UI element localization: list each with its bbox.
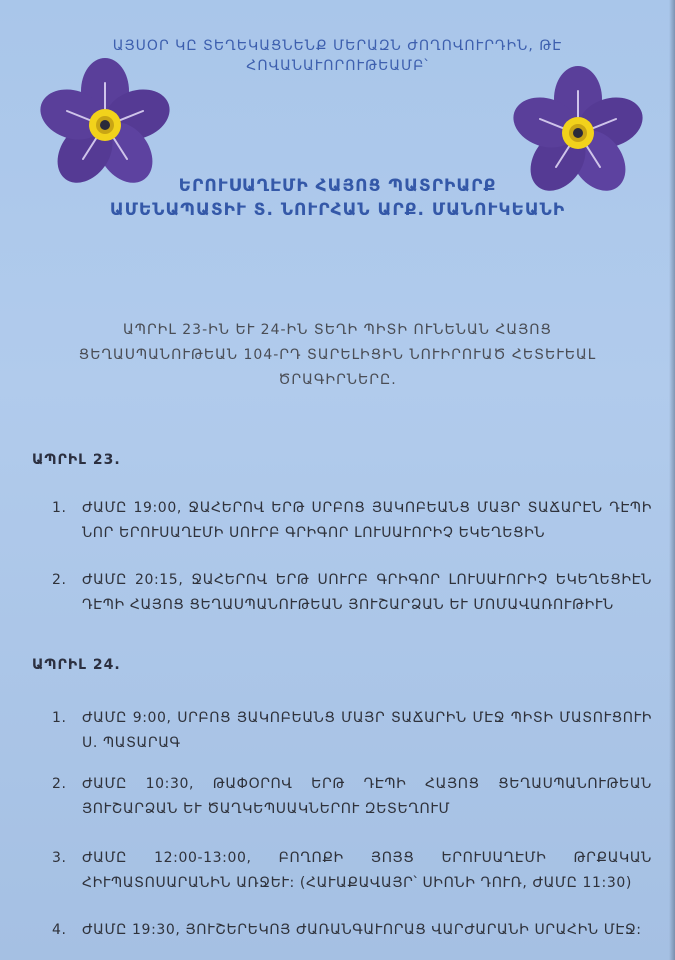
title-line: ԵՐՈՒՍԱՂԷՄԻ ՀԱՅՈՑ ՊԱՏՐԻԱՐՔ: [178, 176, 497, 196]
item-text: ԺԱՄԸ 12:00-13:00, ԲՈՂՈՔԻ ՅՈՅՑ ԵՐՈՒՍԱՂԷՄԻ ԹՐՔԱԿԱՆ ՀԻՒՊԱՏՈՍԱՐԱՆԻՆ ԱՌՋԵՒ: (ՀԱՒԱՔԱՎԱՅՐ՝ ՍԻՈՆԻ ԴՈՒՌ, ԺԱՄԸ 11:30): [82, 850, 652, 891]
intro-line: ՀՈՎԱՆԱՒՈՐՈՒԹԵԱՄԲ՝: [246, 58, 429, 74]
item-text: ԺԱՄԸ 10:30, ԹԱՓՕՐՈՎ ԵՐԹ ԴԷՊԻ ՀԱՅՈՑ ՑԵՂԱՍՊԱՆՈՒԹԵԱՆ ՅՈՒՇԱՐՁԱՆ ԵՒ ԾԱՂԿԵՊՍԱԿՆԵՐՈՒ ԶԵՏԵՂՈՒՄ: [82, 776, 652, 817]
item-number: 4.: [52, 922, 67, 938]
paper-edge-shadow: [669, 0, 675, 960]
list-item: [52, 496, 652, 546]
item-number: 2.: [52, 572, 67, 588]
list-item: [52, 772, 652, 822]
list-item: [52, 706, 652, 756]
announcement-line: ԾՐԱԳԻՐՆԵՐԸ.: [278, 372, 397, 388]
item-number: 1.: [52, 710, 67, 726]
item-number: 3.: [52, 850, 67, 866]
day-heading-april-23: ԱՊՐԻԼ 23.: [32, 452, 121, 468]
announcement-line: ԱՊՐԻԼ 23-ԻՆ ԵՒ 24-ԻՆ ՏԵՂԻ ՊԻՏԻ ՈՒՆԵՆԱՆ ՀԱՅՈՑ: [123, 322, 552, 338]
announcement-line: ՑԵՂԱՍՊԱՆՈՒԹԵԱՆ 104-ՐԴ ՏԱՐԵԼԻՑԻՆ ՆՈՒԻՐՈՒԱԾ ՀԵՏԵՒԵԱԼ: [78, 347, 597, 363]
list-item: [52, 846, 652, 896]
day-heading-april-24: ԱՊՐԻԼ 24.: [32, 657, 121, 673]
item-number: 1.: [52, 500, 67, 516]
item-text: ԺԱՄԸ 19:30, ՅՈՒՇԵՐԵԿՈՅ ԺԱՌԱՆԳԱՒՈՐԱՑ ՎԱՐԺԱՐԱՆԻ ՍՐԱՀԻՆ ՄԷՋ:: [82, 922, 642, 938]
page-title: [0, 174, 675, 222]
item-text: ԺԱՄԸ 9:00, ՍՐԲՈՑ ՅԱԿՈԲԵԱՆՑ ՄԱՅՐ ՏԱՃԱՐԻՆ ՄԷՋ ՊԻՏԻ ՄԱՏՈՒՑՈՒԻ Ս. ՊԱՏԱՐԱԳ: [82, 710, 652, 751]
title-line: ԱՄԵՆԱՊԱՏԻՒ Տ. ՆՈՒՐՀԱՆ ԱՐՔ. ՄԱՆՈՒԿԵԱՆԻ: [109, 200, 566, 220]
intro-line: ԱՅՍՕՐ ԿԸ ՏԵՂԵԿԱՑՆԵՆՔ ՄԵՐԱԶՆ ԺՈՂՈՎՈՒՐԴԻՆ, ԹԷ: [112, 38, 563, 54]
item-number: 2.: [52, 776, 67, 792]
item-text: ԺԱՄԸ 20:15, ՋԱՀԵՐՈՎ ԵՐԹ ՍՈՒՐԲ ԳՐԻԳՈՐ ԼՈՒՍԱՒՈՐԻՉ ԵԿԵՂԵՑԻԷՆ ԴԷՊԻ ՀԱՅՈՑ ՑԵՂԱՍՊԱՆՈՒԹԵԱՆ ՅՈՒՇԱՐՁԱՆ ԵՒ ՄՈՄԱՎԱՌՈՒԹԻՒՆ: [82, 572, 652, 613]
list-item: [52, 918, 652, 943]
intro-text: [0, 36, 675, 76]
list-item: [52, 568, 652, 618]
item-text: ԺԱՄԸ 19:00, ՋԱՀԵՐՈՎ ԵՐԹ ՍՐԲՈՑ ՅԱԿՈԲԵԱՆՑ ՄԱՅՐ ՏԱՃԱՐԷՆ ԴԷՊԻ ՆՈՐ ԵՐՈՒՍԱՂԷՄԻ ՍՈՒՐԲ ԳՐԻԳՈՐ ԼՈՒՍԱՒՈՐԻՉ ԵԿԵՂԵՑԻՆ: [82, 500, 652, 541]
announcement: [0, 318, 675, 393]
